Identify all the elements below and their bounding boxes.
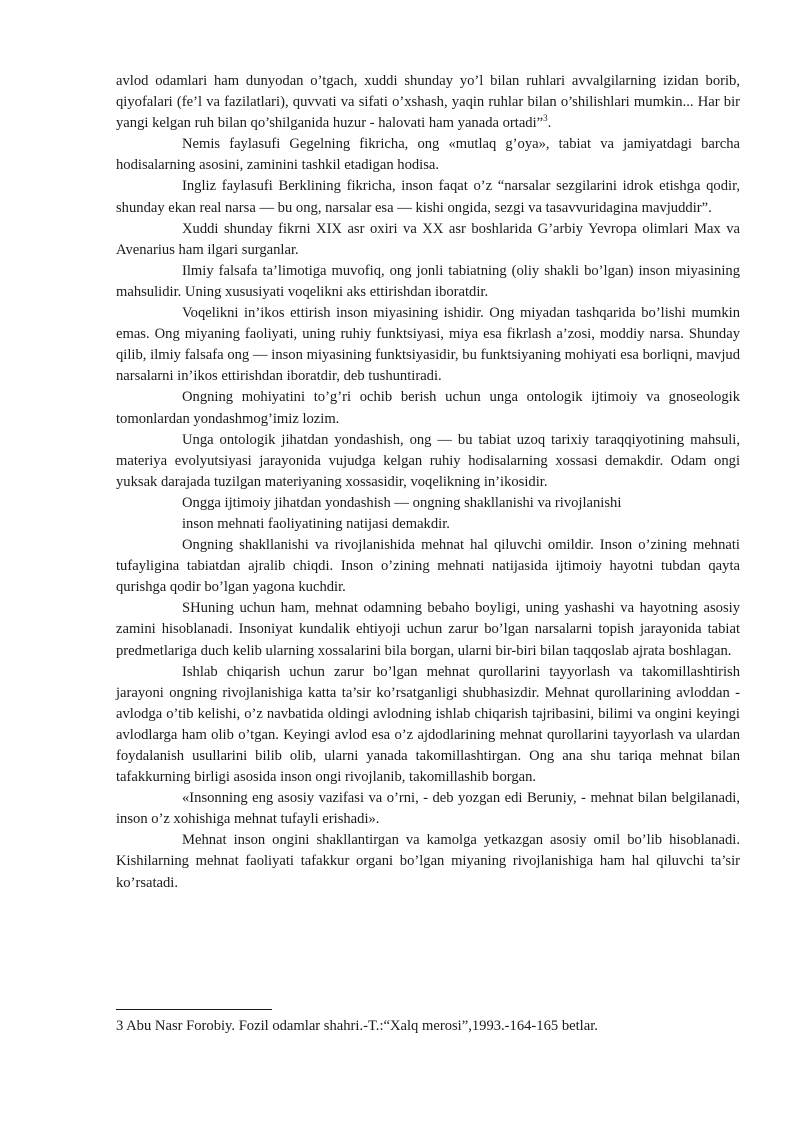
paragraph-3: Ingliz faylasufi Berklining fikricha, inson faqat o’z “narsalar sezgilarini idrok etishga qodir, shunday ekan real narsa — bu ong, narsalar esa — kishi ongida, sezgi va tasavvuridagina mavjuddir”.: [116, 178, 740, 216]
paragraph-7: Ongning mohiyatini to’g’ri ochib berish uchun unga ontologik ijtimoiy va gnoseologik tomonlardan yondashmog’imiz lozim.: [116, 389, 740, 427]
paragraph-14: «Insonning eng asosiy vazifasi va o’rni, - deb yozgan edi Beruniy, - mehnat bilan belgilanadi, inson o’z xohishiga mehnat tufayli erishadi».: [116, 790, 740, 828]
paragraph-13: Ishlab chiqarish uchun zarur bo’lgan mehnat qurollarini tayyorlash va takomillashtirish jarayoni ongning rivojlanishiga katta ta’sir ko’rsatganligi shubhasizdir. Mehnat qurollarining avloddan - avlodga o’tib kelishi, o’z navbatida oldingi avlodning ishlab chiqarish tajribasini, bilimi va ongini keyingi avlodlarga ham olib o’tgan. Keyingi avlod esa o’z ajdodlarining mehnat qurollarini tayyorlash va ulardan foydalanish usullarini bilib olib, ularni yanada takomillashtirgan. Ong ana shu tariqa mehnat bilan tafakkurning birligi asosida inson ongi rivojlanib, takomillashib borgan.: [116, 663, 740, 786]
paragraph-11: Ongning shakllanishi va rivojlanishida mehnat hal qiluvchi omildir. Inson o’zining mehnati tufayligina tabiatdan ajralib chiqdi. Inson o’zining mehnati natijasida ijtimoiy hayotni tubdan qayta qurishga qodir bo’lgan yagona kuchdir.: [116, 537, 740, 596]
paragraph-12: SHuning uchun ham, mehnat odamning bebaho boyligi, uning yashashi va hayotning asosiy zamini hisoblanadi. Insoniyat kundalik ehtiyoji uchun zarur bo’lgan narsalarni topish jarayonida tabiat predmetlariga duch kelib ularning xossalarini bila borgan, ularni bir-biri bilan taqqoslab ajrata boshlagan.: [116, 600, 740, 659]
paragraph-1-tail: .: [547, 115, 552, 132]
paragraph-5: Ilmiy falsafa ta’limotiga muvofiq, ong jonli tabiatning (oliy shakli bo’lgan) inson miyasining mahsulidir. Uning xususiyati voqelikni aks ettirishdan iboratdir.: [116, 262, 740, 300]
paragraph-6: Voqelikni in’ikos ettirish inson miyasining ishidir. Ong miyadan tashqarida bo’lishi mumkin emas. Ong miyaning faoliyati, uning ruhiy funktsiyasi, miya esa fikrlash a’zosi, moddiy narsa. Shunday qilib, ilmiy falsafa ong — inson miyasining funktsiyasidir, bu funktsiyaning mohiyati esa borliqni, mavjud narsalarni in’ikos ettirishdan iboratdir, deb tushuntiradi.: [116, 305, 740, 385]
footnote-separator: [116, 1009, 272, 1010]
document-body: [116, 71, 740, 894]
footnote-number: 3: [116, 1018, 124, 1034]
paragraph-9: Ongga ijtimoiy jihatdan yondashish — ongning shakllanishi va rivojlanishi: [182, 494, 622, 511]
paragraph-15: Mehnat inson ongini shakllantirgan va kamolga yetkazgan asosiy omil bo’lib hisoblanadi. Kishilarning mehnat faoliyati tafakkur organi bo’lgan miyaning rivojlanishiga ham hal qiluvchi ta’sir ko’rsatadi.: [116, 832, 740, 891]
paragraph-2: Nemis faylasufi Gegelning fikricha, ong «mutlaq g’oya», tabiat va jamiyatdagi barcha hodisalarning asosini, zaminini tashkil etadigan hodisa.: [116, 136, 740, 174]
paragraph-10: inson mehnati faoliyatining natijasi demakdir.: [182, 515, 450, 532]
footnote-reference: 3: [543, 113, 548, 124]
footnote-text: Abu Nasr Forobiy. Fozil odamlar shahri.-T.:“Xalq merosi”,1993.-164-165 betlar.: [126, 1018, 598, 1034]
footnote: [116, 1016, 756, 1036]
paragraph-1-text: avlod odamlari ham dunyodan o’tgach, xuddi shunday yo’l bilan ruhlari avvalgilarning izidan borib, qiyofalari (fe’l va fazilatlari), quvvati va sifati o’xshash, yaqin ruhlar bilan o’shilishlari mumkin... Har bir yangi kelgan ruh bilan qo’shilganida huzur - halovati ham yanada ortadi”: [116, 73, 740, 132]
paragraph-4: Xuddi shunday fikrni XIX asr oxiri va XX asr boshlarida G’arbiy Yevropa olimlari Max va Avenarius ham ilgari surganlar.: [116, 220, 740, 258]
paragraph-1: [116, 71, 740, 134]
paragraph-8: Unga ontologik jihatdan yondashish, ong — bu tabiat uzoq tarixiy taraqqiyotining mahsuli, materiya evolyutsiyasi jarayonida vujudga kelgan ruhiy hodisalarning xossasi demakdir. Odam ongi yuksak darajada tuzilgan materiyaning xossasidir, voqelikning in’ikosidir.: [116, 431, 740, 490]
